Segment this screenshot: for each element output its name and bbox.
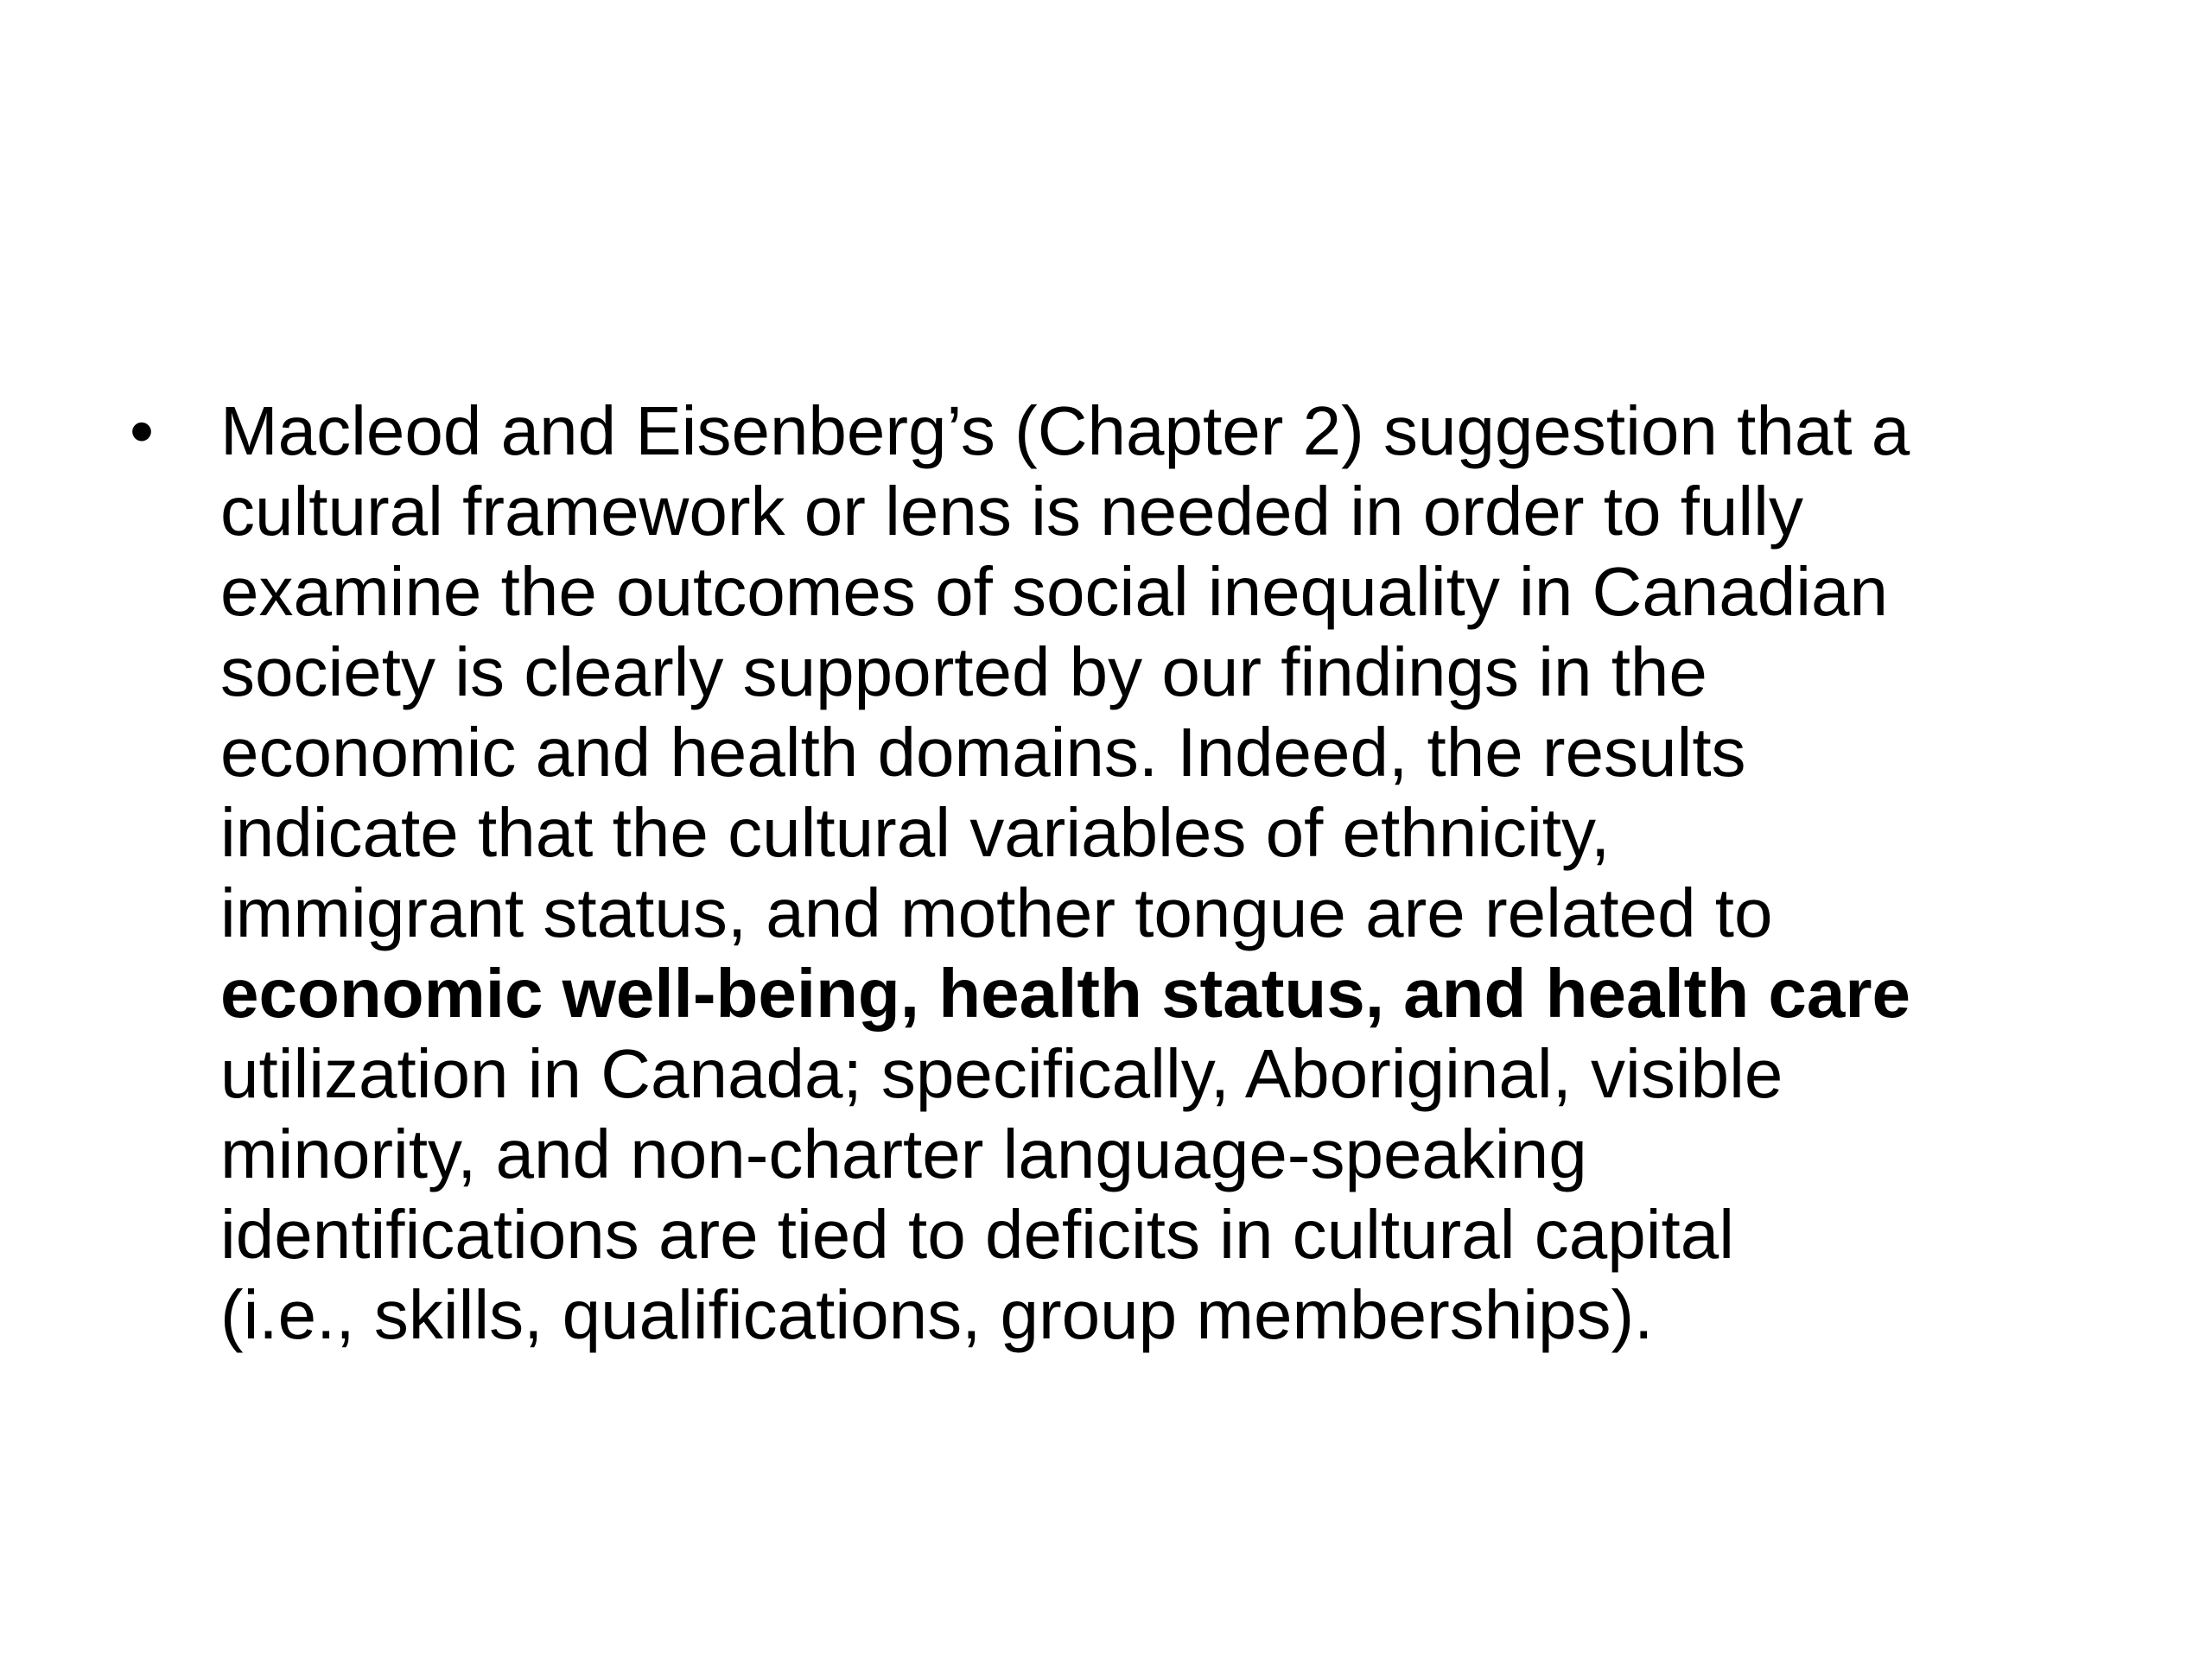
paragraph-line: economic and health domains. Indeed, the results [220,714,1746,791]
paragraph-line: cultural framework or lens is needed in order to fully [220,473,1803,550]
paragraph-line: Macleod and Eisenberg’s (Chapter 2) suggestion that a [220,392,1910,469]
paragraph-line: minority, and non-charter language-speaking [220,1116,1587,1192]
bullet-list [130,391,2117,1355]
paragraph-line: society is clearly supported by our findings in the [220,633,1707,710]
paragraph-line: indicate that the cultural variables of ethnicity, [220,794,1611,871]
paragraph-line: examine the outcomes of social inequality in Canadian [220,553,1889,630]
paragraph-line: (i.e., skills, qualifications, group memberships). [220,1276,1654,1353]
paragraph-line: immigrant status, and mother tongue are related to [220,874,1773,951]
bullet-item [130,391,2117,1355]
bullet-icon: • [130,392,155,469]
paragraph-bold-line: economic well-being, health status, and health care [220,955,1911,1032]
paragraph-line: utilization in Canada; specifically, Aboriginal, visible [220,1035,1783,1112]
paragraph-line: identifications are tied to deficits in cultural capital [220,1196,1735,1273]
